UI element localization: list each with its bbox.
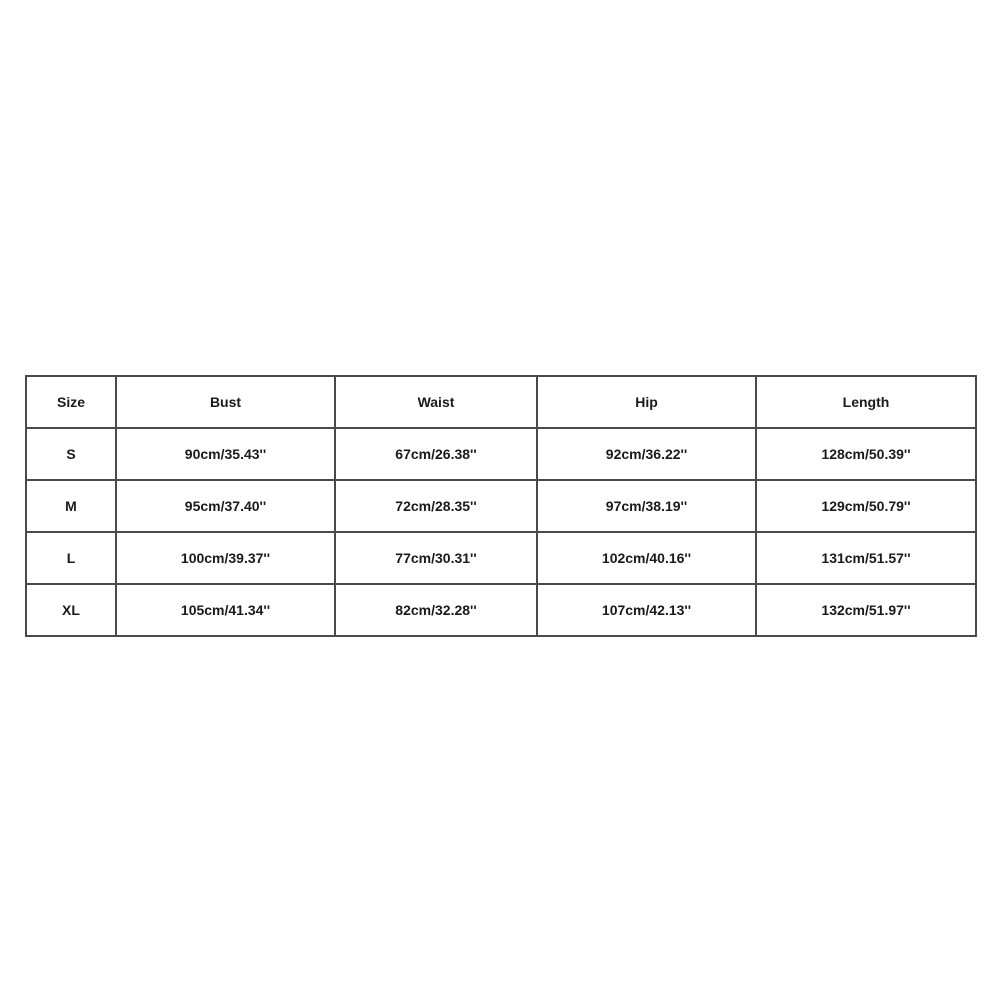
table-row xyxy=(26,480,976,532)
size-chart-table xyxy=(25,375,977,637)
cell-hip: 97cm/38.19'' xyxy=(537,480,756,532)
cell-waist: 82cm/32.28'' xyxy=(335,584,537,636)
header-length: Length xyxy=(756,376,976,428)
cell-hip: 102cm/40.16'' xyxy=(537,532,756,584)
cell-size: XL xyxy=(26,584,116,636)
cell-hip: 107cm/42.13'' xyxy=(537,584,756,636)
cell-waist: 67cm/26.38'' xyxy=(335,428,537,480)
table-row xyxy=(26,532,976,584)
header-size: Size xyxy=(26,376,116,428)
cell-length: 132cm/51.97'' xyxy=(756,584,976,636)
cell-size: L xyxy=(26,532,116,584)
cell-bust: 105cm/41.34'' xyxy=(116,584,335,636)
cell-waist: 77cm/30.31'' xyxy=(335,532,537,584)
header-bust: Bust xyxy=(116,376,335,428)
cell-bust: 95cm/37.40'' xyxy=(116,480,335,532)
table-header-row xyxy=(26,376,976,428)
cell-size: S xyxy=(26,428,116,480)
cell-length: 128cm/50.39'' xyxy=(756,428,976,480)
cell-hip: 92cm/36.22'' xyxy=(537,428,756,480)
table-row xyxy=(26,584,976,636)
cell-length: 129cm/50.79'' xyxy=(756,480,976,532)
cell-bust: 100cm/39.37'' xyxy=(116,532,335,584)
cell-size: M xyxy=(26,480,116,532)
header-waist: Waist xyxy=(335,376,537,428)
header-hip: Hip xyxy=(537,376,756,428)
cell-waist: 72cm/28.35'' xyxy=(335,480,537,532)
cell-bust: 90cm/35.43'' xyxy=(116,428,335,480)
table-row xyxy=(26,428,976,480)
cell-length: 131cm/51.57'' xyxy=(756,532,976,584)
